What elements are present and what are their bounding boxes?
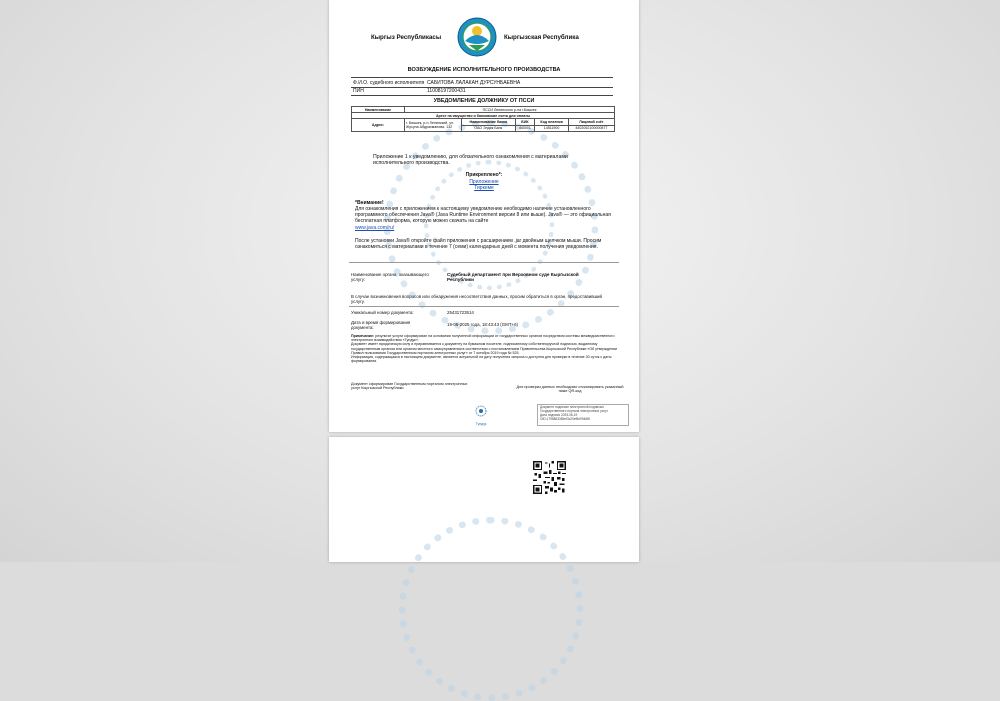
org-label: Наименование органа, оказывающего услугу: [351,272,429,282]
table-cell: 440001 [515,125,535,131]
table-cell: Наименование [352,107,405,113]
signature-line: OID:1795863355ef3c20ef5e9946f8 [540,416,590,421]
tunduk-label: Түндүк [475,422,487,426]
contact-note: В случае возникновения вопросов или обнаружения несоответствия данных, просим обратиться в орган, предоставивший услугу. [351,294,602,304]
remark-label: Примечание: [351,334,375,338]
watermark-ornament [399,517,583,701]
table-cell: 4402052100000877 [568,125,614,131]
attachment-link[interactable]: Тиркеме [474,185,494,191]
datetime-value: 19-06-2025 года, 18:43:43 (GMT+6) [447,322,518,327]
header-right: Кыргызская Республика [504,34,579,41]
signature-line: Государственного портала электронных услуг [540,408,608,413]
table-header: Адрес: [352,119,405,131]
table-cell: г. Бишкек, р-н Ленинский, ул. Жусупа Абдрахманова, 132 [405,119,462,131]
remark-block [351,334,617,363]
warning-text: Для ознакомления с приложением к настоящему уведомлению необходимо наличие установленного программного обеспечения Java® (Java Runtime Environment версии 8 или выше). Java® — это официальная бесплатная платформа, которую можно скачать на сайте [355,206,611,224]
unique-label: Уникальный номер документа: [351,310,414,315]
signature-box [537,404,629,426]
qr-code-icon [533,461,566,494]
executor-value: САБИТОВА ЛАЛАКАН ДУРСУНБАЕВНА [427,80,521,86]
remark-text-2: Документ имеет юридическую силу и приравнивается к документу на бумажном носителе, подписанному собственноручной подписью, выданному государственным органом или органом местного самоуправления в соответствии с постановлением Правительства Кыргызской Республики «Об утверждении Правил пользования Государственным порталом электронных услуг» от 7 октября 2019 года № 525. [351,342,617,355]
attachment-text: Приложение 1 к уведомлению, для обязательного ознакомления с материалами исполнительного производства. [373,154,568,166]
warning-text-2: После установки Java® откройте файл приложения с расширением .jar двойным щелчком мыши. Просим ознакомиться с материалами в течение 7 (семи) календарных дней с момента получения уведомления. [355,238,602,250]
attached-label: Прикреплено*: [465,172,503,178]
table-cell: 14511900 [535,125,568,131]
table-header: Код платежа [535,119,568,125]
payment-table [351,106,615,132]
table-cell: Арест на имущество и банковские счета для оплаты [352,113,615,119]
qr-note: Для проверки данных необходимо отсканировать указанный ниже QR-код [516,385,624,394]
datetime-label: Дата и время формирования документа: [351,320,411,330]
pin-value: 11008197200431 [427,88,466,94]
divider [349,306,619,307]
attachment-link[interactable]: Приложение [469,179,499,185]
unique-value: 25431723514 [447,310,474,315]
document-page-2 [329,437,639,562]
table-cell: ОАО Элдик Банк [462,125,516,131]
doc-title: ВОЗБУЖДЕНИЕ ИСПОЛНИТЕЛЬНОГО ПРОИЗВОДСТВА [407,67,561,73]
remark-text-3: Информация, содержащаяся в настоящем документе, является актуальной на дату получения запроса и доступна для проверки в течение 30 суток с даты формирования. [351,355,612,364]
divider [351,87,613,88]
tunduk-icon [475,405,487,417]
document-page-1 [329,0,639,432]
signature-line: Дата подписи 2025-06-19 [540,412,578,417]
remark-text: результат услуги сформирован на основании полученной информации от государственных органов посредством системы межведомственного электронного взаимодействия «Тундук». [351,334,615,343]
pin-label: ПИН [353,88,364,94]
header-left: Кыргыз Республикасы [371,34,442,41]
table-header: Наименование банка [462,119,516,125]
state-emblem-icon [457,17,497,57]
divider [351,77,613,78]
formed-note: Документ сформирован Государственным порталом электронных услуг Кыргызской Республики [351,382,468,391]
tunduk-logo [472,404,490,426]
notice-title: УВЕДОМЛЕНИЕ ДОЛЖНИКУ ОТ ПССИ [433,98,535,104]
divider [351,95,613,96]
table-header: Лицевой счёт [568,119,614,125]
table-cell: ПССИ Ленинского р-на г.Бишкек [405,107,615,113]
warning-title: *Внимание! [355,200,384,206]
signature-line: Документ подписан электронной подписью [540,405,604,409]
divider [349,262,619,263]
executor-label: Ф.И.О. судебного исполнителя [353,80,425,86]
org-value: Судебный департамент при Верховном суде Кыргызской Республики [447,272,579,283]
java-link[interactable]: www.java.com/ru/ [355,225,395,231]
table-header: БИК [515,119,535,125]
